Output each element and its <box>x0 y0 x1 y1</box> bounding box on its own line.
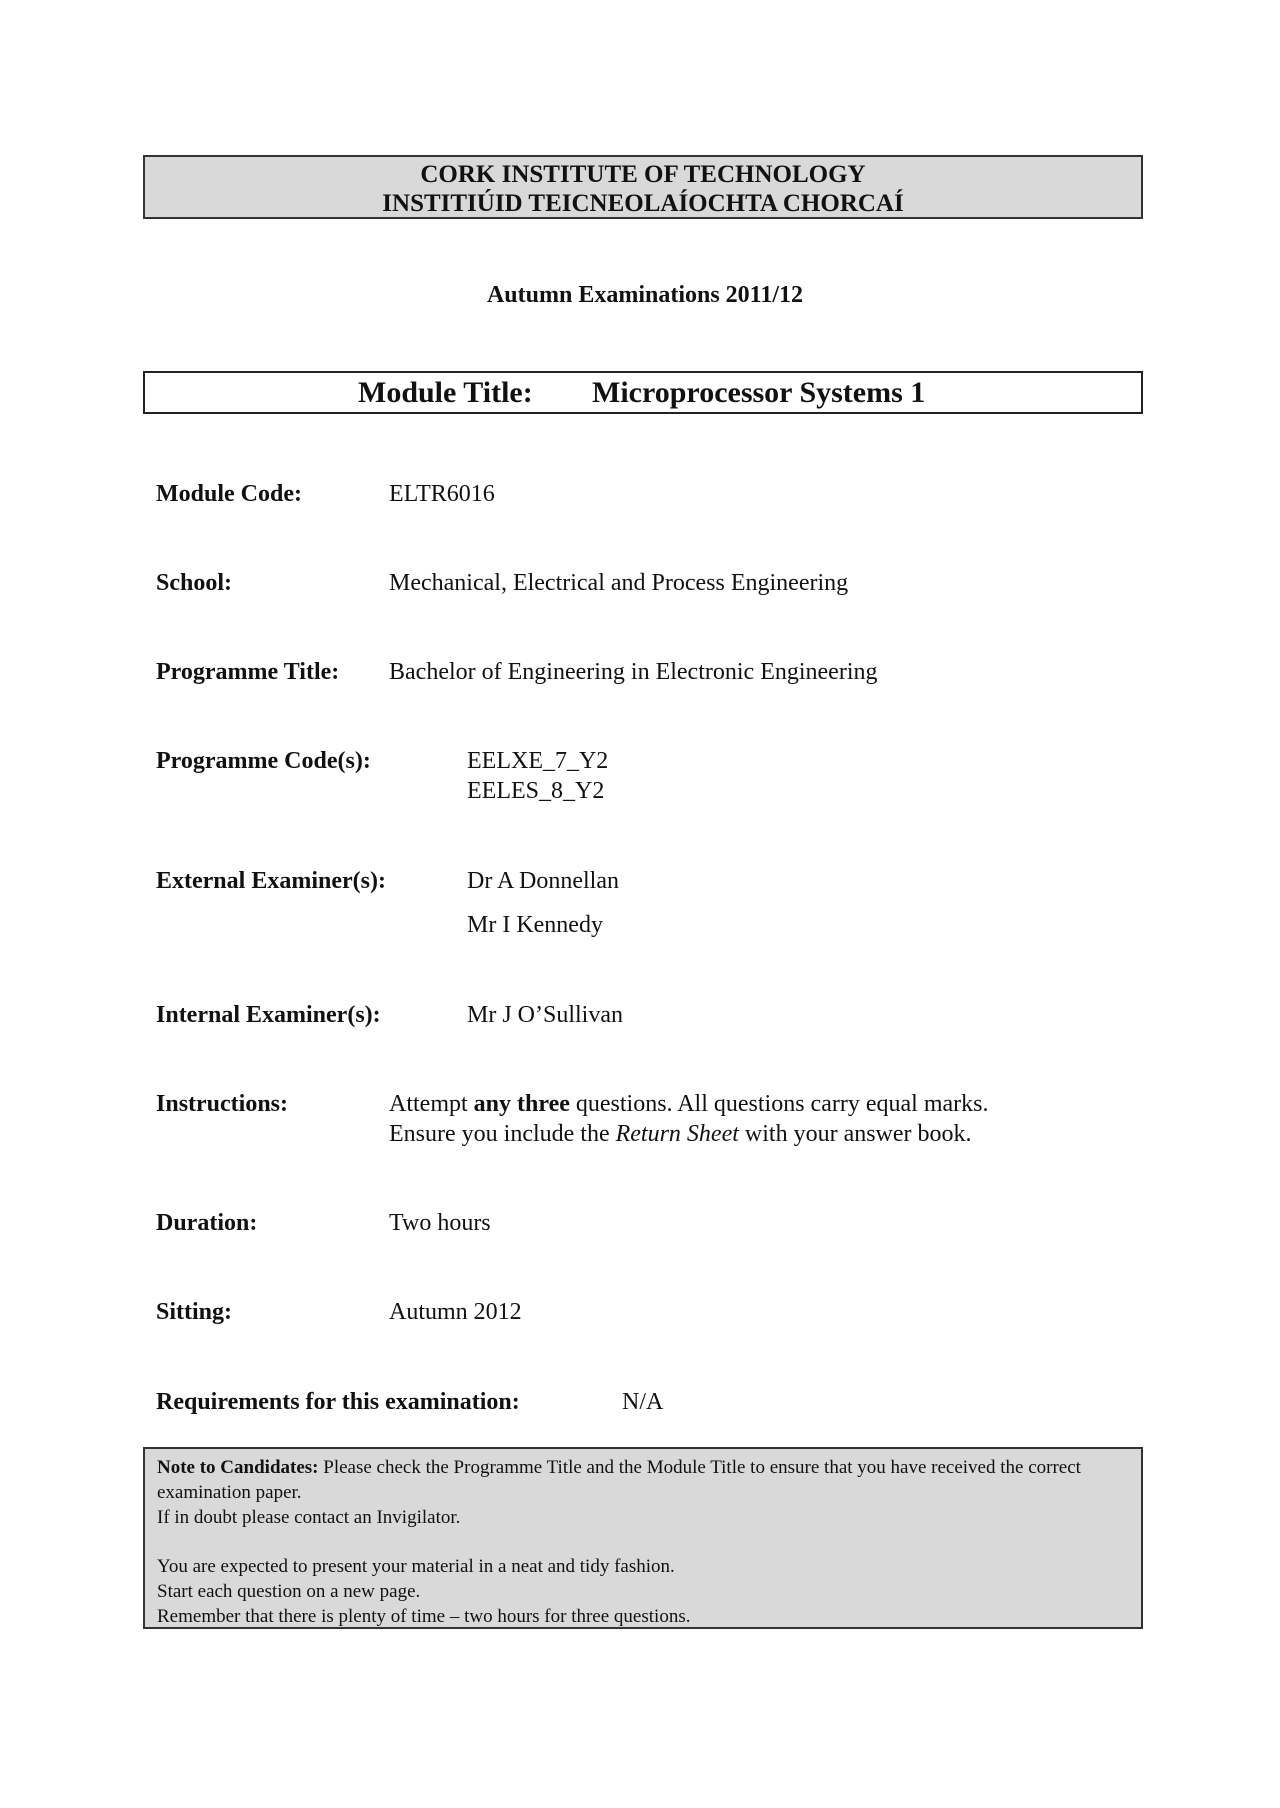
programme-code-2: EELES_8_Y2 <box>467 778 605 804</box>
note-line-4: Start each question on a new page. <box>157 1581 421 1602</box>
requirements-value: N/A <box>622 1389 664 1415</box>
requirements-label: Requirements for this examination: <box>156 1389 520 1415</box>
school-label: School: <box>156 570 233 596</box>
programme-code-1: EELXE_7_Y2 <box>467 748 609 774</box>
note-line-2: If in doubt please contact an Invigilator. <box>157 1507 461 1528</box>
note-line-3: You are expected to present your material in a neat and tidy fashion. <box>157 1556 675 1577</box>
exam-session: Autumn Examinations 2011/12 <box>486 282 804 308</box>
institution-name-english: CORK INSTITUTE OF TECHNOLOGY <box>420 161 866 188</box>
external-examiners-label: External Examiner(s): <box>156 868 386 894</box>
instructions-line-2-start: Ensure you include the <box>389 1121 616 1147</box>
module-code-label: Module Code: <box>156 481 302 507</box>
programme-codes-label: Programme Code(s): <box>156 748 371 774</box>
note-line-1: Please check the Programme Title and the Module Title to ensure that you have received the correct examination paper. <box>157 1457 1081 1503</box>
instructions-emphasis: any three <box>473 1091 570 1117</box>
note-spacer <box>157 1530 1129 1554</box>
instructions-line-1-start: Attempt <box>389 1091 474 1117</box>
internal-examiners-label: Internal Examiner(s): <box>156 1002 381 1028</box>
module-title-value: Microprocessor Systems 1 <box>592 376 926 409</box>
instructions-line-2-end: with your answer book. <box>738 1121 972 1147</box>
external-examiner-1: Dr A Donnellan <box>467 868 619 894</box>
instructions-line-1 <box>389 1089 988 1119</box>
note-line-5: Remember that there is plenty of time – two hours for three questions. <box>157 1606 691 1627</box>
institution-header <box>143 155 1143 219</box>
internal-examiner-1: Mr J O’Sullivan <box>467 1002 623 1028</box>
programme-title-value: Bachelor of Engineering in Electronic Engineering <box>389 659 878 685</box>
instructions-label: Instructions: <box>156 1091 289 1117</box>
institution-name-irish: INSTITIÚID TEICNEOLAÍOCHTA CHORCAÍ <box>382 190 904 217</box>
instructions-line-1-end: questions. All questions carry equal marks. <box>569 1091 989 1117</box>
duration-label: Duration: <box>156 1210 258 1236</box>
note-paragraph-1 <box>157 1455 1129 1505</box>
module-title-box <box>143 371 1143 414</box>
note-to-candidates <box>143 1447 1143 1629</box>
module-code-value: ELTR6016 <box>389 481 495 507</box>
note-heading: Note to Candidates: <box>157 1457 319 1478</box>
programme-title-label: Programme Title: <box>156 659 340 685</box>
sitting-label: Sitting: <box>156 1299 233 1325</box>
duration-value: Two hours <box>389 1210 491 1236</box>
sitting-value: Autumn 2012 <box>389 1299 522 1325</box>
instructions-line-2 <box>389 1119 972 1149</box>
external-examiner-2: Mr I Kennedy <box>467 912 603 938</box>
return-sheet-reference: Return Sheet <box>615 1121 739 1147</box>
module-title-label: Module Title: <box>358 376 533 409</box>
school-value: Mechanical, Electrical and Process Engineering <box>389 570 849 596</box>
